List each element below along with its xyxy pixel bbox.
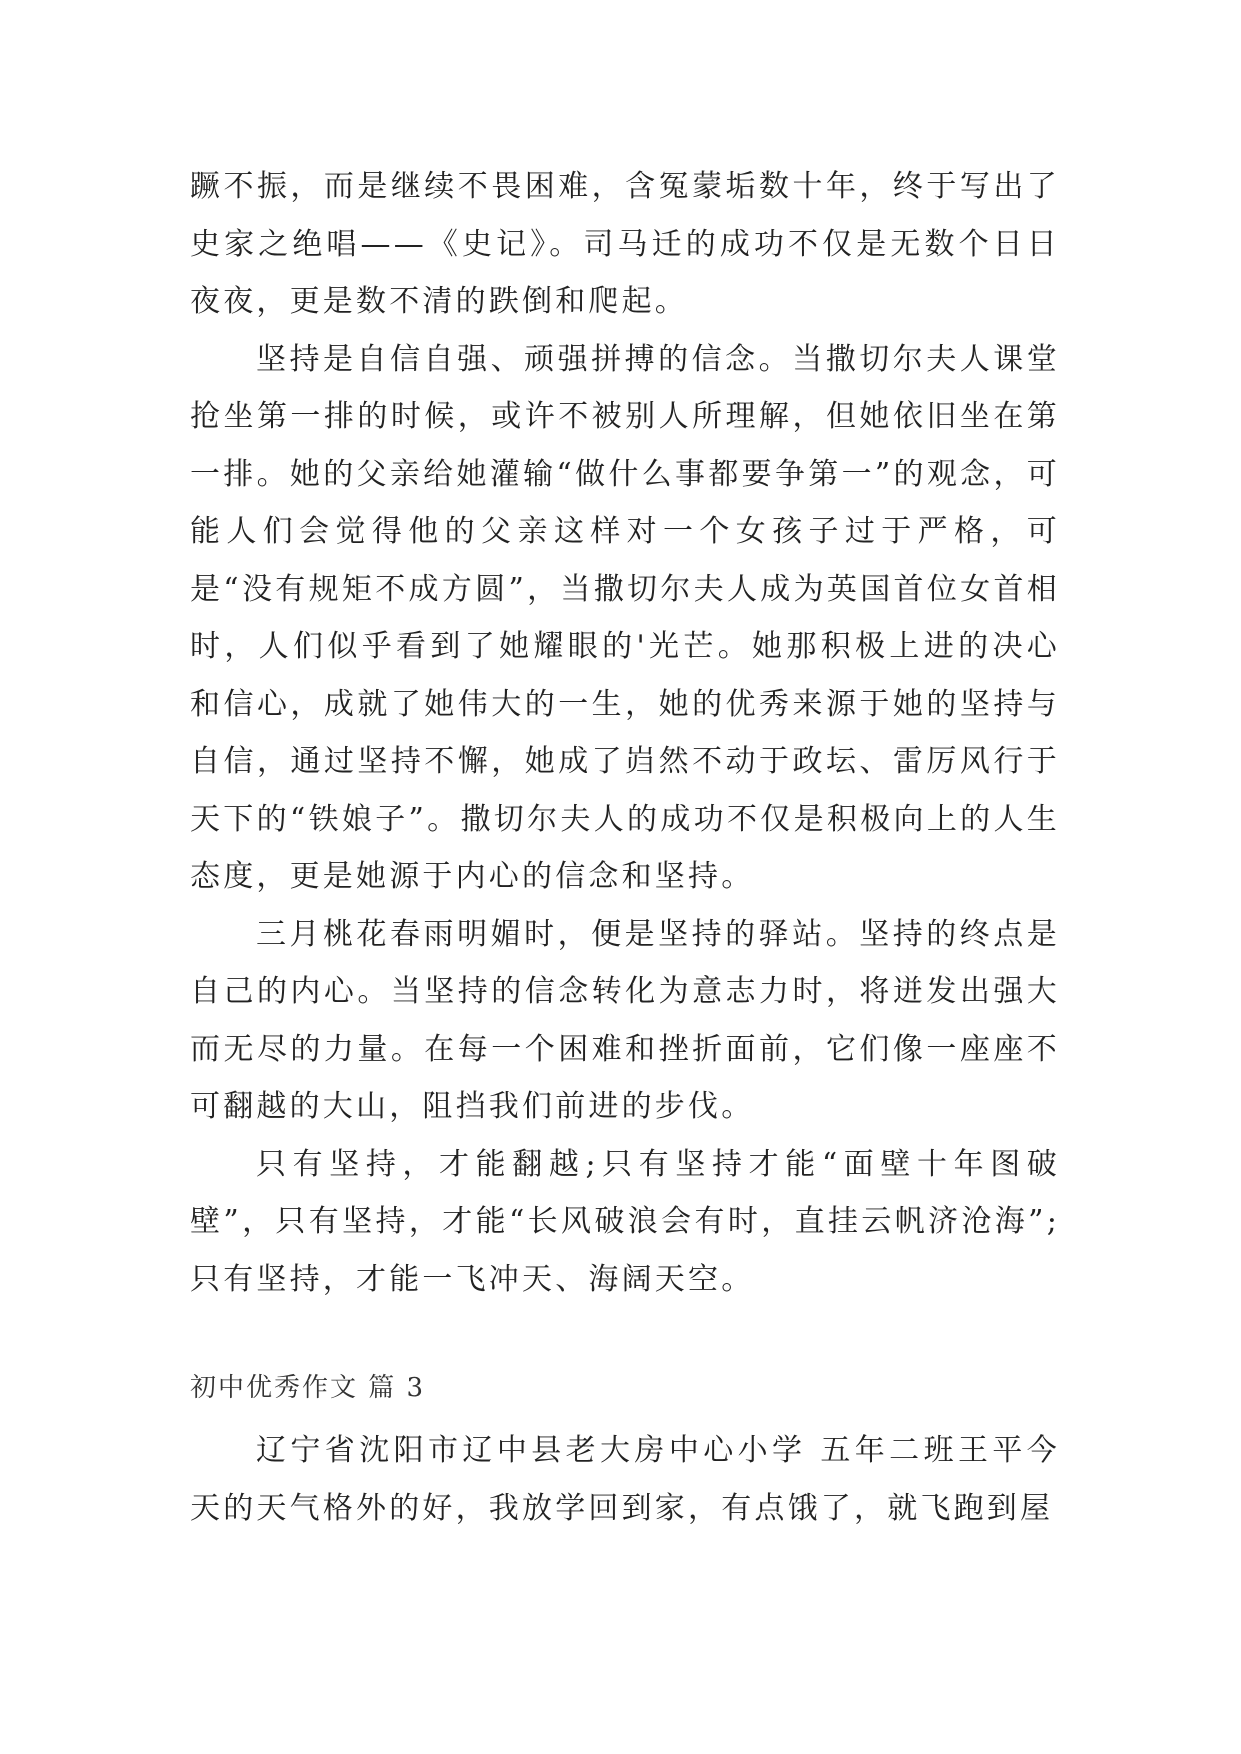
document-page	[190, 158, 1060, 1537]
paragraph-4: 只有坚持，才能翻越;只有坚持才能“面壁十年图破壁”，只有坚持，才能“长风破浪会有时，直挂云帆济沧海”;只有坚持，才能一飞冲天、海阔天空。	[190, 1146, 1060, 1297]
paragraph-1: 蹶不振，而是继续不畏困难，含冤蒙垢数十年，终于写出了史家之绝唱——《史记》。司马迁的成功不仅是无数个日日夜夜，更是数不清的跌倒和爬起。	[190, 169, 1060, 319]
paragraph-5: 辽宁省沈阳市辽中县老大房中心小学 五年二班王平今天的天气格外的好，我放学回到家，有点饿了，就飞跑到屋	[190, 1433, 1060, 1526]
section-title: 初中优秀作文 篇 3	[190, 1373, 426, 1403]
paragraph-2: 坚持是自信自强、顽强拼搏的信念。当撒切尔夫人课堂抢坐第一排的时候，或许不被别人所理解，但她依旧坐在第一排。她的父亲给她灌输“做什么事都要争第一”的观念，可能人们会觉得他的父亲这样对一个女孩子过于严格，可是“没有规矩不成方圆”，当撒切尔夫人成为英国首位女首相时，人们似乎看到了她耀眼的'光芒。她那积极上进的决心和信心，成就了她伟大的一生，她的优秀来源于她的坚持与自信，通过坚持不懈，她成了岿然不动于政坛、雷厉风行于天下的“铁娘子”。撒切尔夫人的成功不仅是积极向上的人生态度，更是她源于内心的信念和坚持。	[190, 341, 1060, 894]
paragraph-3: 三月桃花春雨明媚时，便是坚持的驿站。坚持的终点是自己的内心。当坚持的信念转化为意志力时，将迸发出强大而无尽的力量。在每一个困难和挫折面前，它们像一座座不可翻越的大山，阻挡我们前进的步伐。	[190, 916, 1060, 1124]
